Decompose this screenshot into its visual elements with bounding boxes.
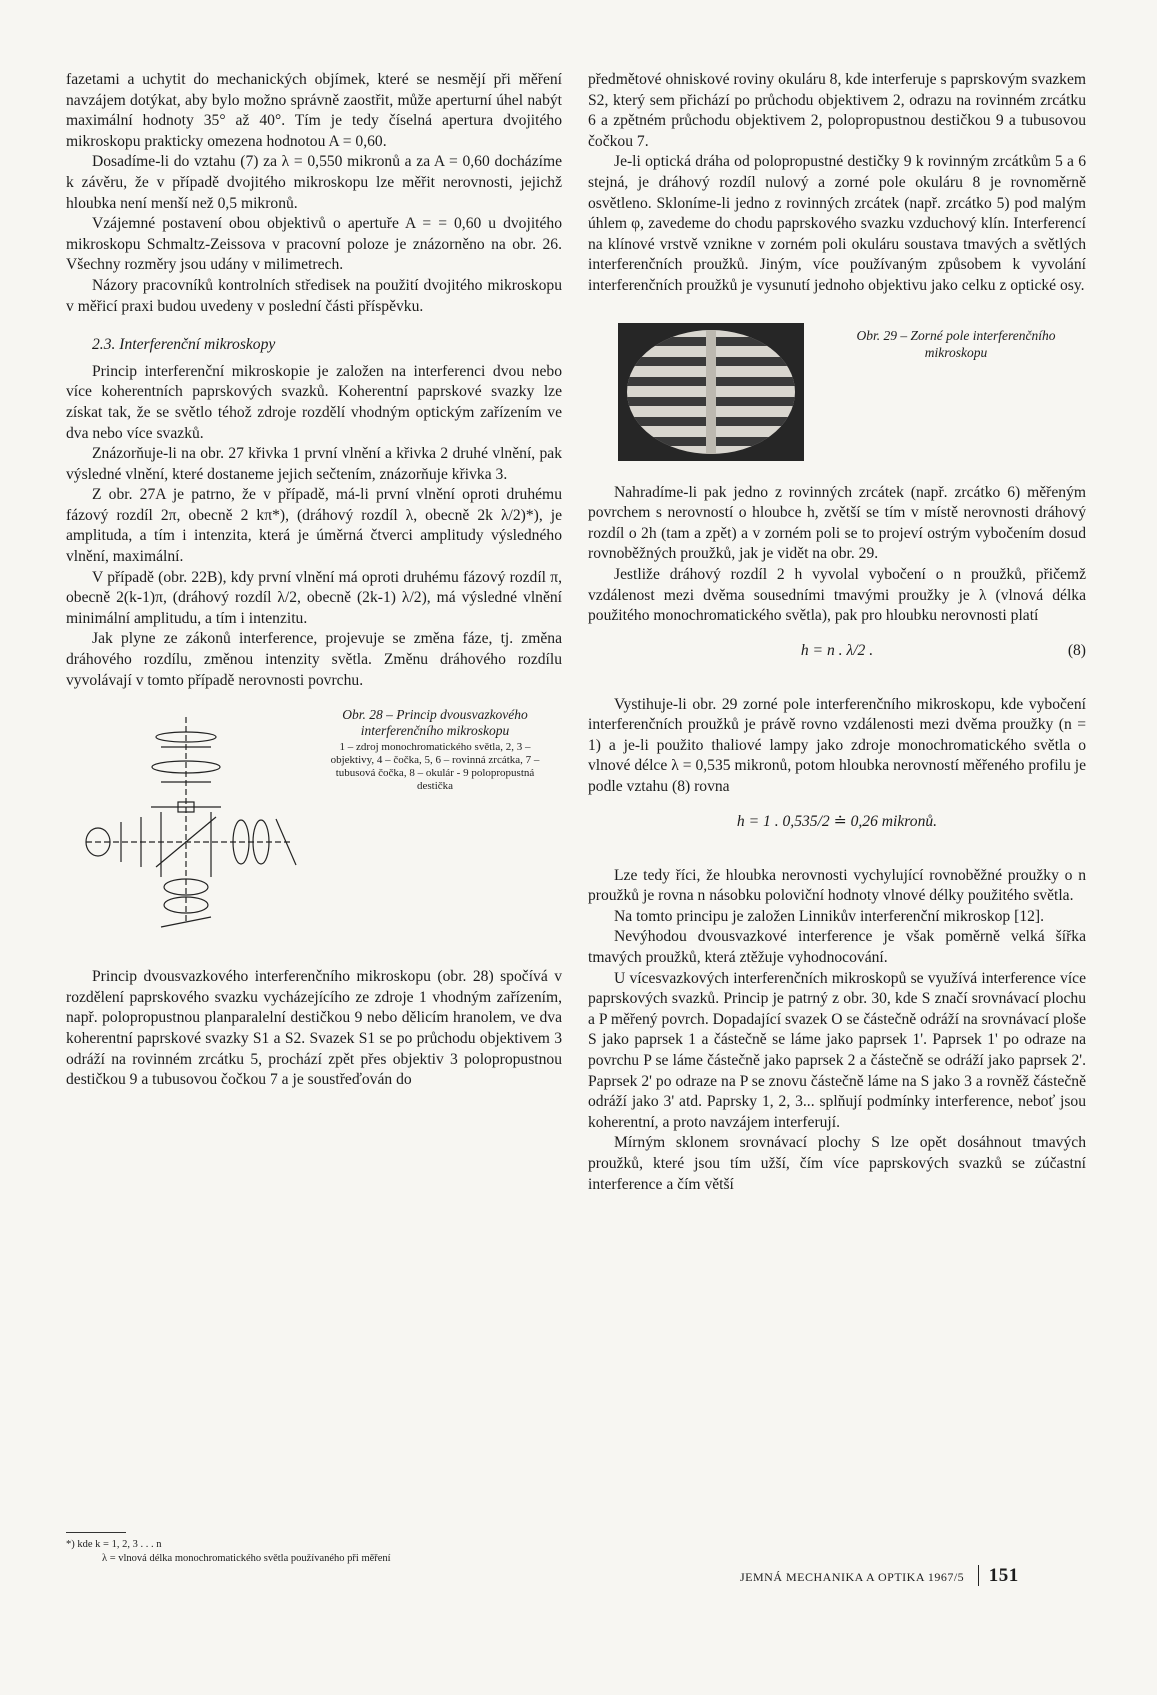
figure-28 [66, 707, 562, 957]
paragraph: Princip interferenční mikroskopie je založen na interferenci dvou nebo více koherentních paprskových svazků. Koherentní paprskové svazky lze získat tak, že se světlo téhož zdroje rozdělí vhodným optickým zařízením ve dva nebo více svazků. [66, 362, 562, 442]
paragraph: Na tomto principu je založen Linnikův interferenční mikroskop [12]. [614, 907, 1045, 925]
figure-28-title: Obr. 28 – Princip dvousvazkového interferenčního mikroskopu [342, 707, 528, 739]
footnote-rule [66, 1532, 126, 1533]
figure-28-legend: 1 – zdroj monochromatického světla, 2, 3 – objektivy, 4 – čočka, 5, 6 – rovinná zrcátka, 7 – tubusová čočka, 8 – okulár - 9 polopropustná destička [330, 741, 540, 793]
paragraph: Princip dvousvazkového interferenčního mikroskopu (obr. 28) spočívá v rozdělení paprskového svazku vycházejícího ze zdroje 1 vhodným zařízením, např. polopropustnou planparalelní destičkou 9 nebo dělicím hranolem, ve dva koherentní paprskové svazky S1 a S2. Svazek S1 se po průchodu objektivem 3 odráží na rovinném zrcátku 5, prochází zpět přes objektiv 3 polopropustnou destičkou 9 a tubusovou čočkou 7 a je soustřeďován do [66, 968, 562, 1089]
figure-29-caption: Obr. 29 – Zorné pole interferenčního mikroskopu [856, 327, 1056, 360]
equation-8-number: (8) [1067, 641, 1086, 659]
paragraph: U vícesvazkových interferenčních mikroskopů se využívá interference více paprskových svazků. Princip je patrný z obr. 30, kde S značí srovnávací plochu a P měřený povrch. Dopadající svazek O se částečně odráží na srovnávací ploše S jako paprsek 1 a částečně se láme jako paprsek 1'. Paprsek 1' po odraze na povrchu P se láme částečně jako paprsek 2 a částečně se odráží jako paprsek 2'. Paprsek 2' po odraze na P se znovu částečně láme na S jako 3 a rovněž částečně odráží jako 3' atd. Paprsky 1, 2, 3... splňují podmínky interference, neboť jsou koherentní, a proto navzájem interferují. [588, 969, 1086, 1131]
paragraph: Lze tedy říci, že hloubka nerovnosti vychylující rovnoběžné proužky o n proužků je rovna n násobku poloviční hodnoty vlnové délky použitého světla. [588, 866, 1086, 905]
footnote-line: λ = vlnová délka monochromatického světla používaného při měření [102, 1553, 391, 1564]
right-column [588, 70, 1086, 1195]
paragraph: Názory pracovníků kontrolních středisek na použití dvojitého mikroskopu v měřicí praxi budou uvedeny v poslední části příspěvku. [66, 276, 562, 315]
paragraph: Jak plyne ze zákonů interference, projevuje se změna fáze, tj. změna dráhového rozdílu, změnou intenzity světla. Změnu dráhového rozdílu vyvolávají v tomto případě nerovnosti povrchu. [66, 630, 562, 689]
paragraph: Dosadíme-li do vztahu (7) za λ = 0,550 mikronů a za A = 0,60 docházíme k závěru, že v případě dvojitého mikroskopu lze měřit nerovnosti, jejichž hloubka není menší než 0,5 mikronů. [66, 153, 562, 212]
figure-28-caption [320, 707, 550, 957]
paragraph: předmětové ohniskové roviny okuláru 8, kde interferuje s paprskovým svazkem S2, který sem přichází po průchodu objektivem 2, odrazu na rovinném zrcátku 6 a zpětném průchodu objektivem 2, polopropustnou destičkou 9 a tubusovou čočkou 7. [588, 71, 1087, 150]
paragraph: Mírným sklonem srovnávací plochy S lze opět dosáhnout tmavých proužků, které jsou tím užší, čím více paprskových svazků se zúčastní interference a čím větší [588, 1134, 1086, 1193]
equation-8 [588, 641, 1086, 681]
figure-29 [618, 323, 1086, 461]
equation-result [588, 812, 1086, 852]
paragraph: V případě (obr. 22B), kdy první vlnění má oproti druhému fázový rozdíl π, obecně 2(k-1)π, (dráhový rozdíl λ/2, obecně (2k-1) λ/2), má výsledné vlnění minimální amplitudu, a tím i intenzitu. [66, 568, 562, 627]
page-number: 151 [978, 1565, 1019, 1586]
paragraph: Nahradíme-li pak jedno z rovinných zrcátek (např. zrcátko 6) měřeným povrchem s nerovností o hloubce h, zvětší se tím v místě nerovnosti dráhový rozdíl o 2h (tam a zpět) a v zorném poli se to projeví ostrým vybočením dosud rovnoběžných proužků, jak je vidět na obr. 29. [588, 483, 1086, 563]
paragraph: Z obr. 27A je patrno, že v případě, má-li první vlnění oproti druhému fázový rozdíl 2π, obecně 2 kπ*), (dráhový rozdíl λ, obecně 2k λ/2)*), je amplituda, a tím i intenzita, která je úměrná čtverci amplitudy výsledného vlnění, maximální. [66, 486, 562, 566]
interference-fringes-image [618, 323, 804, 461]
footnote [66, 1538, 526, 1566]
equation-8-body: h = n . λ/2 . [800, 641, 874, 659]
paragraph: fazetami a uchytit do mechanických objímek, které se nesmějí při měření navzájem dotýkat, aby bylo možno správně zaostřit, může aperturní úhel nabýt maximální hodnoty 35° až 40°. Tím je tedy číselná apertura dvojitého mikroskopu prakticky omezena hodnotou A = 0,60. [66, 71, 562, 150]
equation-result-body: h = 1 . 0,535/2 ≐ 0,26 mikronů. [736, 812, 938, 830]
paragraph: Nevýhodou dvousvazkové interference je však poměrně velká šířka tmavých proužků, která ztěžuje vyhodnocování. [588, 928, 1086, 967]
footnote-line: *) kde k = 1, 2, 3 . . . n [66, 1539, 162, 1550]
paragraph: Vystihuje-li obr. 29 zorné pole interferenčního mikroskopu, kde vybočení interferenčních proužků je právě rovno vzdálenosti mezi dvěma proužky (n = 1) a je-li použito thaliové lampy jako zdroje monochromatického světla o vlnové délce λ = 0,535 mikronů, potom hloubka nerovností měřeného profilu je podle vztahu (8) rovna [588, 695, 1086, 796]
section-heading: 2.3. Interferenční mikroskopy [92, 336, 276, 354]
running-footer [740, 1565, 1100, 1587]
paragraph: Je-li optická dráha od polopropustné destičky 9 k rovinným zrcátkům 5 a 6 stejná, je dráhový rozdíl nulový a zorné pole okuláru 8 je rovnoměrně osvětleno. Skloníme-li jedno z rovinných zrcátek (např. zrcátko 5) pod malým úhlem φ, zavedeme do chodu paprskového svazku vzduchový klín. Interferencí na klínové vrstvě vznikne v zorném poli okuláru soustava tmavých a světlých interferenčních proužků. Jiným, více používaným způsobem k vyvolání interferenčních proužků je vysunutí jednoho objektivu jako celku z optické osy. [588, 153, 1086, 294]
journal-title: JEMNÁ MECHANIKA A OPTIKA 1967/5 [740, 1570, 965, 1584]
left-column [66, 70, 562, 1091]
interference-microscope-diagram [66, 707, 306, 957]
paragraph: Znázorňuje-li na obr. 27 křivka 1 první vlnění a křivka 2 druhé vlnění, pak výsledné vlnění, které dostaneme jejich sečtením, znázorňuje křivka 3. [66, 445, 562, 483]
paragraph: Vzájemné postavení obou objektivů o apertuře A = = 0,60 u dvojitého mikroskopu Schmaltz-Zeissova v pracovní poloze je znázorněno na obr. 26. Všechny rozměry jsou udány v milimetrech. [66, 215, 562, 274]
paragraph: Jestliže dráhový rozdíl 2 h vyvolal vybočení o n proužků, přičemž vzdálenost mezi dvěma sousedními tmavými proužky je λ (vlnová délka použitého monochromatického světla), pak pro hloubku nerovnosti platí [588, 565, 1086, 625]
